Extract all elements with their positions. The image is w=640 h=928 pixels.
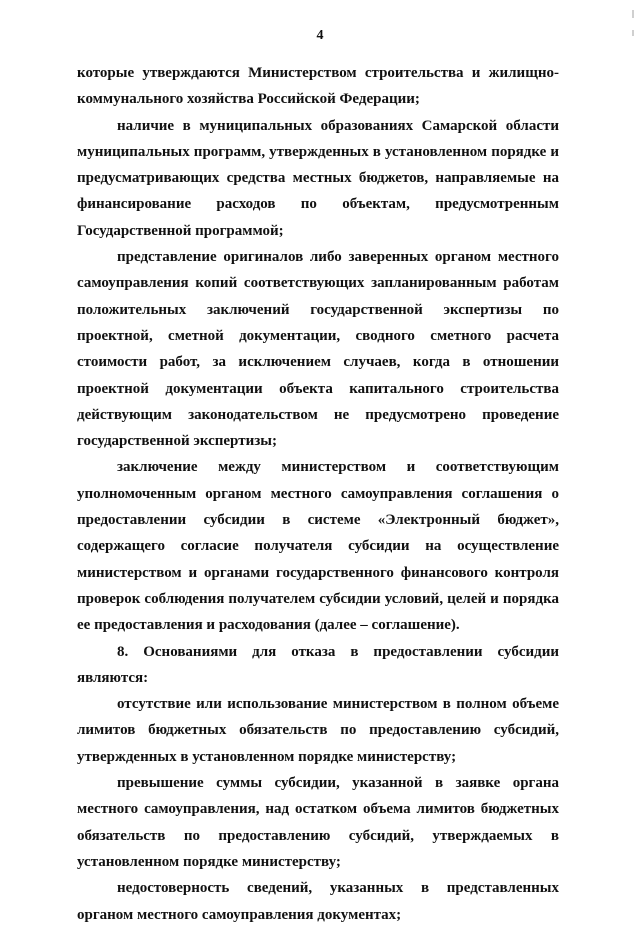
scan-artifact bbox=[632, 10, 634, 18]
paragraph-refusal-grounds-heading: 8. Основаниями для отказа в предоставлении субсидии являются: bbox=[77, 643, 559, 686]
paragraph-condition-expertise: представление оригиналов либо заверенных органом местного самоуправления копий соответствующих запланированным работам положительных заключений государственной экспертизы по проектной, сметной документации, сводного сметного расчета стоимости работ, за исключением случаев, когда в отношении проектной документации объекта капитального строительства действующим законодательством не предусмотрено проведение государственной экспертизы; bbox=[77, 249, 559, 450]
document-body bbox=[77, 60, 559, 928]
paragraph-condition-agreement: заключение между министерством и соответствующим уполномоченным органом местного самоуправления соглашения о предоставлении субсидии в системе «Электронный бюджет», содержащего согласие получателя субсидии на осуществление министерством и органами государственного финансового контроля проверок соблюдения получателем субсидии условий, целей и порядка ее предоставления и расходования (далее – соглашение). bbox=[77, 459, 559, 634]
paragraph-refusal-excess: превышение суммы субсидии, указанной в заявке органа местного самоуправления, над остатком объема лимитов бюджетных обязательств по предоставлению субсидий, утверждаемых в установленном порядке министерству; bbox=[77, 775, 559, 870]
paragraph-refusal-inaccuracy: недостоверность сведений, указанных в представленных органом местного самоуправления документах; bbox=[77, 880, 559, 923]
paragraph-condition-programs: наличие в муниципальных образованиях Самарской области муниципальных программ, утвержденных в установленном порядке и предусматривающих средства местных бюджетов, направляемые на финансирование расходов по объектам, предусмотренным Государственной программой; bbox=[77, 117, 559, 239]
paragraph-continuation: которые утверждаются Министерством строительства и жилищно-коммунального хозяйства Российской Федерации; bbox=[77, 65, 559, 108]
page-number: 4 bbox=[316, 28, 324, 43]
paragraph-refusal-limits: отсутствие или использование министерством в полном объеме лимитов бюджетных обязательств по предоставлению субсидий, утвержденных в установленном порядке министерству; bbox=[77, 696, 559, 765]
